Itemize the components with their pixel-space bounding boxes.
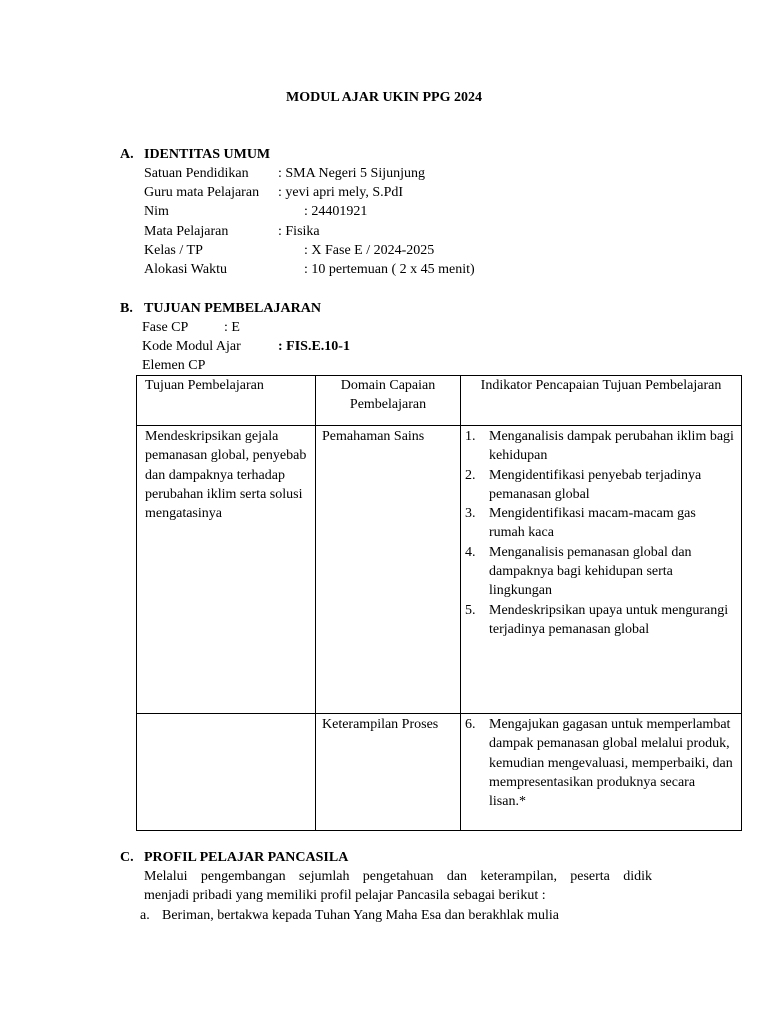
- list-item: [465, 427, 735, 466]
- list-item-text: Mengidentifikasi penyebab terjadinya pemanasan global: [489, 467, 702, 502]
- indicator-list: [465, 715, 735, 811]
- section-c-heading: [120, 848, 348, 867]
- table-row: [137, 714, 742, 831]
- identity-label: Guru mata Pelajaran: [144, 185, 260, 200]
- list-item: [465, 543, 735, 601]
- kode-modul-row: [142, 337, 350, 356]
- list-item-number: 4.: [465, 544, 476, 560]
- section-b-letter: B.: [120, 301, 133, 316]
- list-item-number: 3.: [465, 506, 476, 522]
- section-a-letter: A.: [120, 147, 134, 162]
- section-a-title: IDENTITAS UMUM: [144, 147, 271, 162]
- list-item: [465, 504, 735, 543]
- fase-cp-row: [142, 318, 240, 337]
- learning-objectives-table: [136, 375, 742, 831]
- identity-value: : 24401921: [304, 204, 368, 219]
- elemen-cp-label: Elemen CP: [142, 358, 206, 373]
- tujuan-cell-empty: [137, 714, 316, 831]
- document-title: MODUL AJAR UKIN PPG 2024: [286, 90, 482, 105]
- identity-value: : yevi apri mely, S.PdI: [278, 185, 404, 200]
- kode-modul-label: Kode Modul Ajar: [142, 339, 241, 354]
- list-item-number: 6.: [465, 717, 476, 732]
- profil-item-letter: a.: [140, 908, 150, 923]
- list-item: [465, 466, 735, 505]
- identity-label: Kelas / TP: [144, 243, 203, 258]
- list-item-number: 2.: [465, 467, 476, 483]
- fase-cp-label: Fase CP: [142, 320, 189, 335]
- table-header-row: [137, 376, 742, 426]
- domain-cell: Pemahaman Sains: [316, 426, 461, 714]
- list-item: [465, 601, 735, 640]
- header-tujuan: Tujuan Pembelajaran: [137, 376, 316, 426]
- identity-row-satuan: [144, 164, 426, 183]
- identity-row-nim: [144, 202, 368, 221]
- indicator-list: [465, 427, 735, 639]
- profil-item-a: [140, 906, 559, 925]
- identity-row-alokasi: [144, 260, 475, 279]
- identity-label: Mata Pelajaran: [144, 224, 229, 239]
- header-domain: Domain Capaian Pembelajaran: [316, 376, 461, 426]
- list-item-text: Menganalisis pemanasan global dan dampaknya bagi kehidupan serta lingkungan: [489, 544, 692, 599]
- identity-value: : X Fase E / 2024-2025: [304, 243, 435, 258]
- paragraph-line: Melalui pengembangan sejumlah pengetahuan dan keterampilan, peserta didik: [144, 869, 652, 884]
- identity-value: : Fisika: [278, 224, 320, 239]
- profil-item-text: Beriman, bertakwa kepada Tuhan Yang Maha Esa dan berakhlak mulia: [162, 908, 559, 923]
- list-item-number: 5.: [465, 602, 476, 618]
- header-indikator: Indikator Pencapaian Tujuan Pembelajaran: [461, 376, 742, 426]
- identity-value: : SMA Negeri 5 Sijunjung: [278, 166, 426, 181]
- identity-row-kelas: [144, 241, 435, 260]
- domain-cell: Keterampilan Proses: [316, 714, 461, 831]
- table-row: [137, 426, 742, 714]
- list-item-text: Menganalisis dampak perubahan iklim bagi kehidupan: [489, 429, 734, 464]
- list-item-text: Mengajukan gagasan untuk memperlambat dampak pemanasan global melalui produk, kemudian mengevaluasi, memperbaiki, dan mempresentasikan produknya secara lisan.*: [489, 717, 733, 810]
- identity-label: Alokasi Waktu: [144, 262, 227, 277]
- section-c-title: PROFIL PELAJAR PANCASILA: [144, 850, 349, 865]
- identity-value: : 10 pertemuan ( 2 x 45 menit): [304, 262, 475, 277]
- identity-label: Nim: [144, 204, 169, 219]
- profil-paragraph: [144, 867, 652, 905]
- section-b-title: TUJUAN PEMBELAJARAN: [144, 301, 321, 316]
- indikator-cell: [461, 426, 742, 714]
- paragraph-line: menjadi pribadi yang memiliki profil pelajar Pancasila sebagai berikut :: [144, 888, 546, 903]
- identity-row-mapel: [144, 222, 320, 241]
- list-item-number: 1.: [465, 429, 476, 444]
- fase-cp-value: : E: [224, 320, 240, 335]
- list-item-text: Mendeskripsikan upaya untuk mengurangi terjadinya pemanasan global: [489, 602, 729, 637]
- section-c-letter: C.: [120, 850, 134, 865]
- indikator-cell: [461, 714, 742, 831]
- section-b-heading: [120, 299, 321, 318]
- kode-modul-value: : FIS.E.10-1: [278, 339, 350, 354]
- section-a-heading: [120, 145, 270, 164]
- list-item-text: Mengidentifikasi macam-macam gas rumah kaca: [489, 506, 696, 541]
- list-item: [465, 715, 735, 811]
- identity-row-guru: [144, 183, 404, 202]
- identity-label: Satuan Pendidikan: [144, 166, 249, 181]
- tujuan-cell: Mendeskripsikan gejala pemanasan global, penyebab dan dampaknya terhadap perubahan iklim serta solusi mengatasinya: [137, 426, 316, 714]
